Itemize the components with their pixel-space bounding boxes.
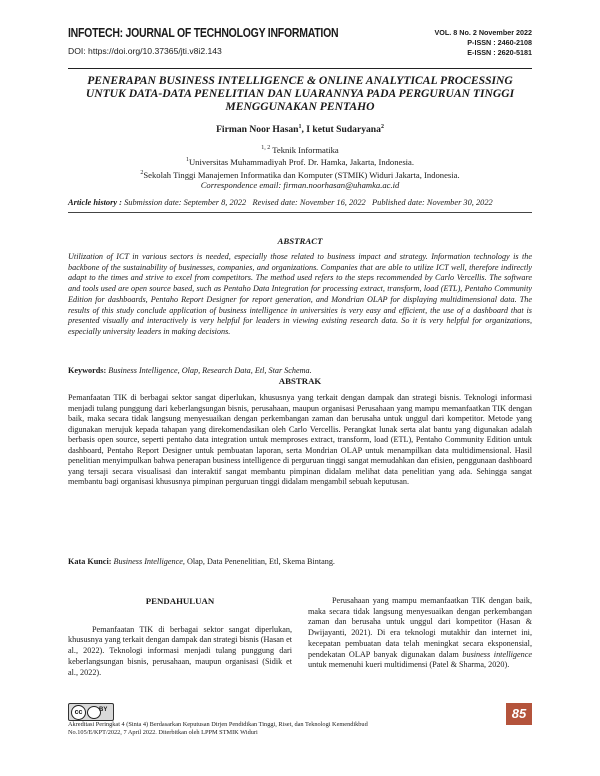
header-rule: [68, 68, 532, 69]
article-history: [68, 198, 532, 207]
accreditation-line-2: No.105/E/KPT/2022, 7 April 2022. Diterbitkan oleh LPPM STMIK Widuri: [68, 729, 258, 737]
author-separator: ,: [301, 124, 307, 136]
kata-kunci-rest: , Olap, Data Penenelitian, Etl, Skema Bintang.: [182, 557, 335, 566]
keywords-text: Business Intelligence, Olap, Research Data, Etl, Star Schema.: [108, 366, 312, 375]
affiliation-1-sup: 1: [185, 157, 189, 164]
intro-paragraph-right: [308, 596, 532, 671]
cc-license-badge[interactable]: [68, 703, 114, 721]
keywords-line: [68, 366, 532, 375]
department-sup: 1, 2: [261, 145, 271, 151]
author-list: [68, 124, 532, 135]
intro-paragraph-left: Pemanfaatan TIK di berbagai sektor sangat diperlukan, khususnya yang terkait dengan dampak dan strategi bisnis (Hasan et al., 2022). Teknologi informasi menjadi tulang punggung dari keberlangsungan bisnis, perusahaan, maupun organisasi (Sidik et al., 2022).: [68, 624, 292, 677]
affiliation-2-sup: 2: [140, 169, 144, 176]
page-number: 85: [506, 703, 532, 725]
right-para-b: untuk memenuhi kueri multidimensi (Patel & Sharma, 2020).: [308, 660, 510, 670]
page-footer: [68, 703, 532, 747]
department: [68, 143, 532, 155]
right-para-italic: business intelligence: [462, 649, 532, 659]
journal-name: INFOTECH: JOURNAL OF TECHNOLOGY INFORMATION: [68, 26, 339, 40]
history-label: Article history :: [68, 198, 122, 207]
abstrak-text: Pemanfaatan TIK di berbagai sektor sangat diperlukan, khususnya yang terkait dengan dampak dan strategi bisnis. Teknologi informasi menjadi tulang punggung dari keberlangsungan bisnis, perusahaan, maupun organisasi Perusahaan yang mampu memanfaatkan TIK dengan baik, maka secara tidak langsung menyesuaikan dengan perkembangan zaman dan berusaha untuk unggul dari kompetitor. Metode yang digunakan merujuk kepada tahapan yang direkomendasikan oleh Carlo Vercellis. Perangkat lunak serta alat bantu yang digunakan adalah berbasis open source, seperti pentaho data integration untuk memproses extract, transform, load (ETL), Pentaho Community Edition untuk dashboard, Pentaho Report Designer untuk pembuatan laporan, serta Mondrian OLAP untuk menampilkan data multidimensional. Hasil penelitian menyimpulkan bahwa penerapan business intelligence di perguruan tinggi sangat memudahkan dan efisien, penggunaan dashboard yang tersaji secara visualisasi dan interaktif sangat membantu pimpinan didalam melihat data penelitian yang ada. Sehingga sangat membantu bagi organisasi khususnya pimpinan perguruan tinggi didalam mengambil sebuah keputusan.: [68, 393, 532, 486]
abstract-heading: ABSTRACT: [277, 236, 323, 246]
header-left: [68, 26, 390, 56]
correspondence-email[interactable]: Correspondence email: firman.noorhasan@uhamka.ac.id: [200, 180, 400, 191]
doi-link[interactable]: DOI: https://doi.org/10.37365/jti.v8i2.143: [68, 46, 222, 56]
keywords-label: Keywords:: [68, 366, 107, 375]
author-2: I ketut Sudaryana: [306, 124, 381, 136]
abstract-text: Utilization of ICT in various sectors is needed, especially those related to business impact and strategy. Information technology is the backbone of the sustainability of businesses, companies, and organizations. Companies that are able to utilize ICT well, therefore indirectly adapt to the times and strive to excel from competitors. The method used refers to the steps recommended by Carlo Vercellis. The software and tools used are open source based, such as Pentaho Data Integration for processing extract, transform, load (ETL), Pentaho Community Edition for dashboards, Pentaho Report Designer for report generation, and Mondrian OLAP for displaying multidimensional data. The results of this study conclude application of business intelligence in universities is very easy and efficient, the use of a dashboard that is presented visually and interactively is very helpful for leaders in viewing existing research data. So it is very helpful for organizations, especially university leaders in making decisions.: [68, 252, 532, 336]
affiliation-2-text: Sekolah Tinggi Manajemen Informatika dan Komputer (STMIK) Widuri Jakarta, Indonesia.: [143, 169, 460, 180]
left-column: [68, 596, 292, 678]
affiliation-1-text: Universitas Muhammadiyah Prof. Dr. Hamka, Jakarta, Indonesia.: [188, 157, 415, 168]
header-issn: [435, 28, 532, 58]
revised-date: Revised date: November 16, 2022: [252, 198, 366, 207]
volume-info: VOL. 8 No. 2 November 2022: [434, 28, 532, 37]
cc-icon: cc: [71, 705, 86, 720]
department-text: Teknik Informatika: [272, 144, 339, 155]
paper-title: [68, 74, 532, 113]
right-column: [308, 596, 532, 671]
author-1-sup: 1: [298, 124, 302, 130]
history-rule: [68, 212, 532, 213]
p-issn: P-ISSN : 2460-2108: [467, 38, 532, 47]
affiliation-2: [68, 168, 532, 180]
affiliation-1: [68, 155, 532, 167]
author-1: Firman Noor Hasan: [216, 124, 299, 136]
section-heading: PENDAHULUAN: [145, 596, 215, 606]
license-label: BY: [99, 707, 108, 713]
published-date: Published date: November 30, 2022: [372, 198, 493, 207]
abstrak-heading: ABSTRAK: [278, 376, 322, 386]
accreditation-note: [68, 721, 368, 738]
author-2-sup: 2: [380, 124, 384, 130]
title-line-2: UNTUK DATA-DATA PENELITIAN DAN LUARANNYA PADA PERGURUAN TINGGI: [85, 87, 515, 100]
kata-kunci-label: Kata Kunci:: [68, 557, 112, 566]
e-issn: E-ISSN : 2620-5181: [467, 48, 532, 57]
right-para-a: Perusahaan yang mampu memanfaatkan TIK dengan baik, maka secara tidak langsung menyesuaikan dengan perkembangan zaman dan berusaha untuk unggul dari kompetitor (Hasan & Dwijayanti, 2021). Di era teknologi mutakhir dan internet ini, kecepatan pembuatan data telah meningkat secara eksponensial, pendekatan OLAP banyak digunakan dalam: [308, 596, 532, 659]
journal-header: [68, 26, 532, 66]
kata-kunci-italic: Business Intelligence: [113, 557, 183, 566]
accreditation-line-1: Akreditasi Peringkat 4 (Sinta 4) Berdasarkan Keputusan Dirjen Pendidikan Tinggi, Riset, dan Teknologi Kemendikbud: [68, 721, 368, 728]
submission-date: Submission date: September 8, 2022: [124, 198, 247, 207]
kata-kunci-line: [68, 557, 532, 566]
title-line-1: PENERAPAN BUSINESS INTELLIGENCE & ONLINE ANALYTICAL PROCESSING: [87, 74, 513, 87]
title-line-3: MENGGUNAKAN PENTAHO: [225, 100, 375, 113]
affiliations: [68, 143, 532, 191]
